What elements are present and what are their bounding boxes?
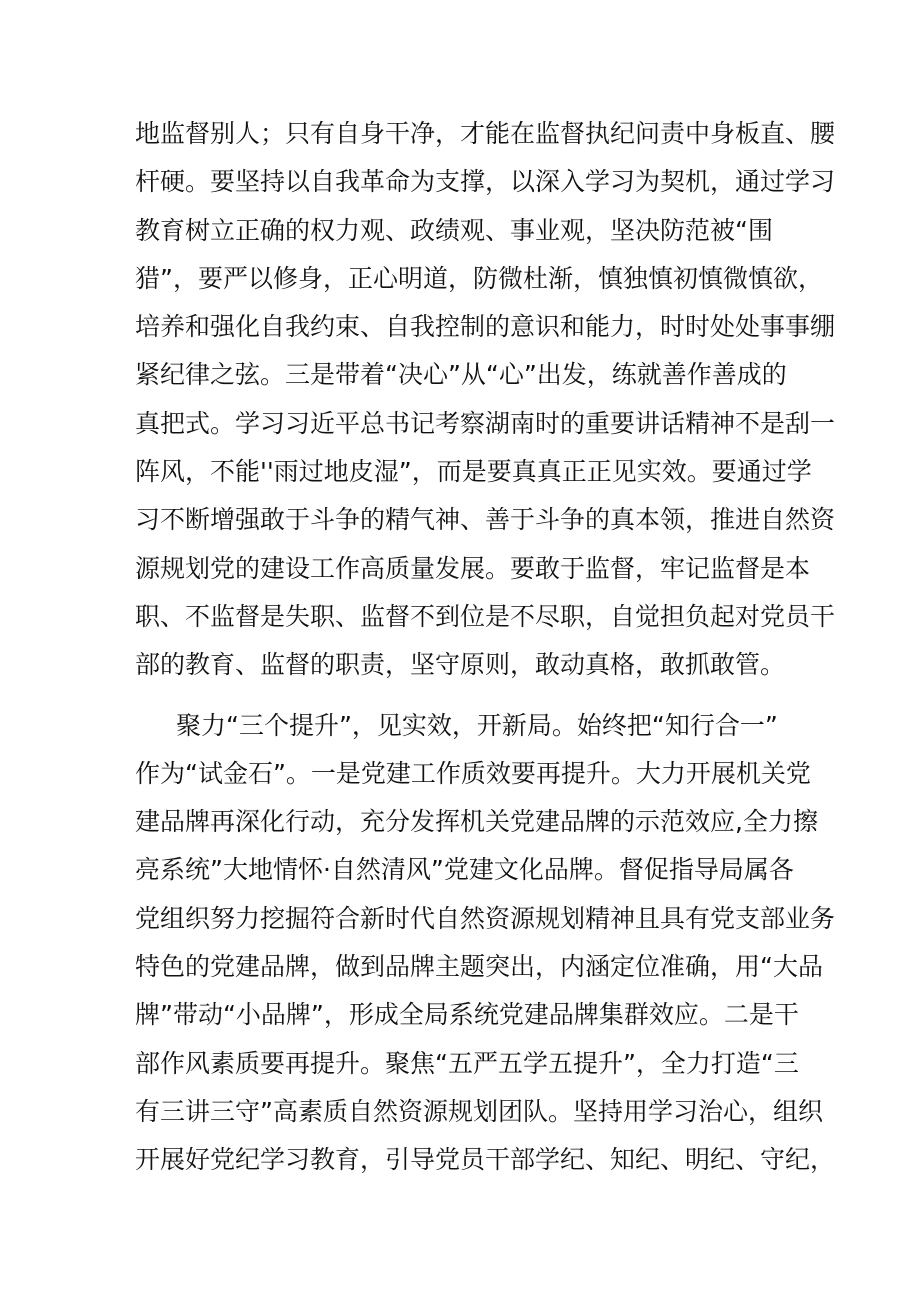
- text-line: 牌”带动“小品牌”，形成全局系统党建品牌集群效应。二是干: [135, 1000, 799, 1030]
- text-line: 真把式。学习习近平总书记考察湖南时的重要讲话精神不是刮一: [135, 408, 836, 438]
- text-line: 杆硬。要坚持以自我革命为支撑，以深入学习为契机，通过学习: [135, 167, 836, 197]
- text-line: 地监督别人；只有自身干净，才能在监督执纪问责中身板直、腰: [135, 119, 836, 148]
- text-line: 紧纪律之弦。三是带着“决心”从“心”出发，练就善作善成的: [135, 360, 787, 390]
- text-line: 培养和强化自我约束、自我控制的意识和能力，时时处处事事绷: [135, 312, 836, 342]
- text-line: 聚力“三个提升”，见实效，开新局。始终把“知行合一”: [176, 710, 778, 740]
- text-line: 党组织努力挖掘符合新时代自然资源规划精神且具有党支部业务: [135, 903, 836, 933]
- paragraph-1: [135, 110, 836, 690]
- text-line: 阵风，不能''雨过地皮湿”，而是要真真正正见实效。要通过学: [135, 457, 812, 487]
- text-line: 教育树立正确的权力观、政绩观、事业观，坚决防范被“围: [135, 215, 773, 245]
- text-line: 作为“试金石”。一是党建工作质效要再提升。大力开展机关党: [135, 758, 811, 788]
- text-line: 有三讲三守”高素质自然资源规划团队。坚持用学习治心，组织: [135, 1096, 823, 1126]
- text-line: 开展好党纪学习教育，引导党员干部学纪、知纪、明纪、守纪，: [135, 1145, 836, 1175]
- text-line: 源规划党的建设工作高质量发展。要敢于监督，牢记监督是本: [135, 553, 811, 583]
- text-line: 习不断增强敢于斗争的精气神、善于斗争的真本领，推进自然资: [135, 505, 836, 535]
- text-line: 建品牌再深化行动，充分发挥机关党建品牌的示范效应,全力擦: [135, 807, 818, 837]
- paragraph-spacer: [135, 690, 795, 702]
- text-line: 部作风素质要再提升。聚焦“五严五学五提升”，全力打造“三: [135, 1048, 799, 1078]
- text-line: 猎”，要严以修身，正心明道，防微杜渐，慎独慎初慎微慎欲，: [135, 263, 823, 293]
- document-body: [135, 110, 836, 1185]
- text-line: 亮系统”大地情怀·自然清风”党建文化品牌。督促指导局属各: [135, 855, 794, 885]
- paragraph-2: [135, 702, 836, 1185]
- text-line: 部的教育、监督的职责，坚守原则，敢动真格，敢抓敢管。: [135, 650, 786, 680]
- text-line: 职、不监督是失职、监督不到位是不尽职，自觉担负起对党员干: [135, 601, 836, 631]
- text-line: 特色的党建品牌，做到品牌主题突出，内涵定位准确，用“大品: [135, 952, 823, 982]
